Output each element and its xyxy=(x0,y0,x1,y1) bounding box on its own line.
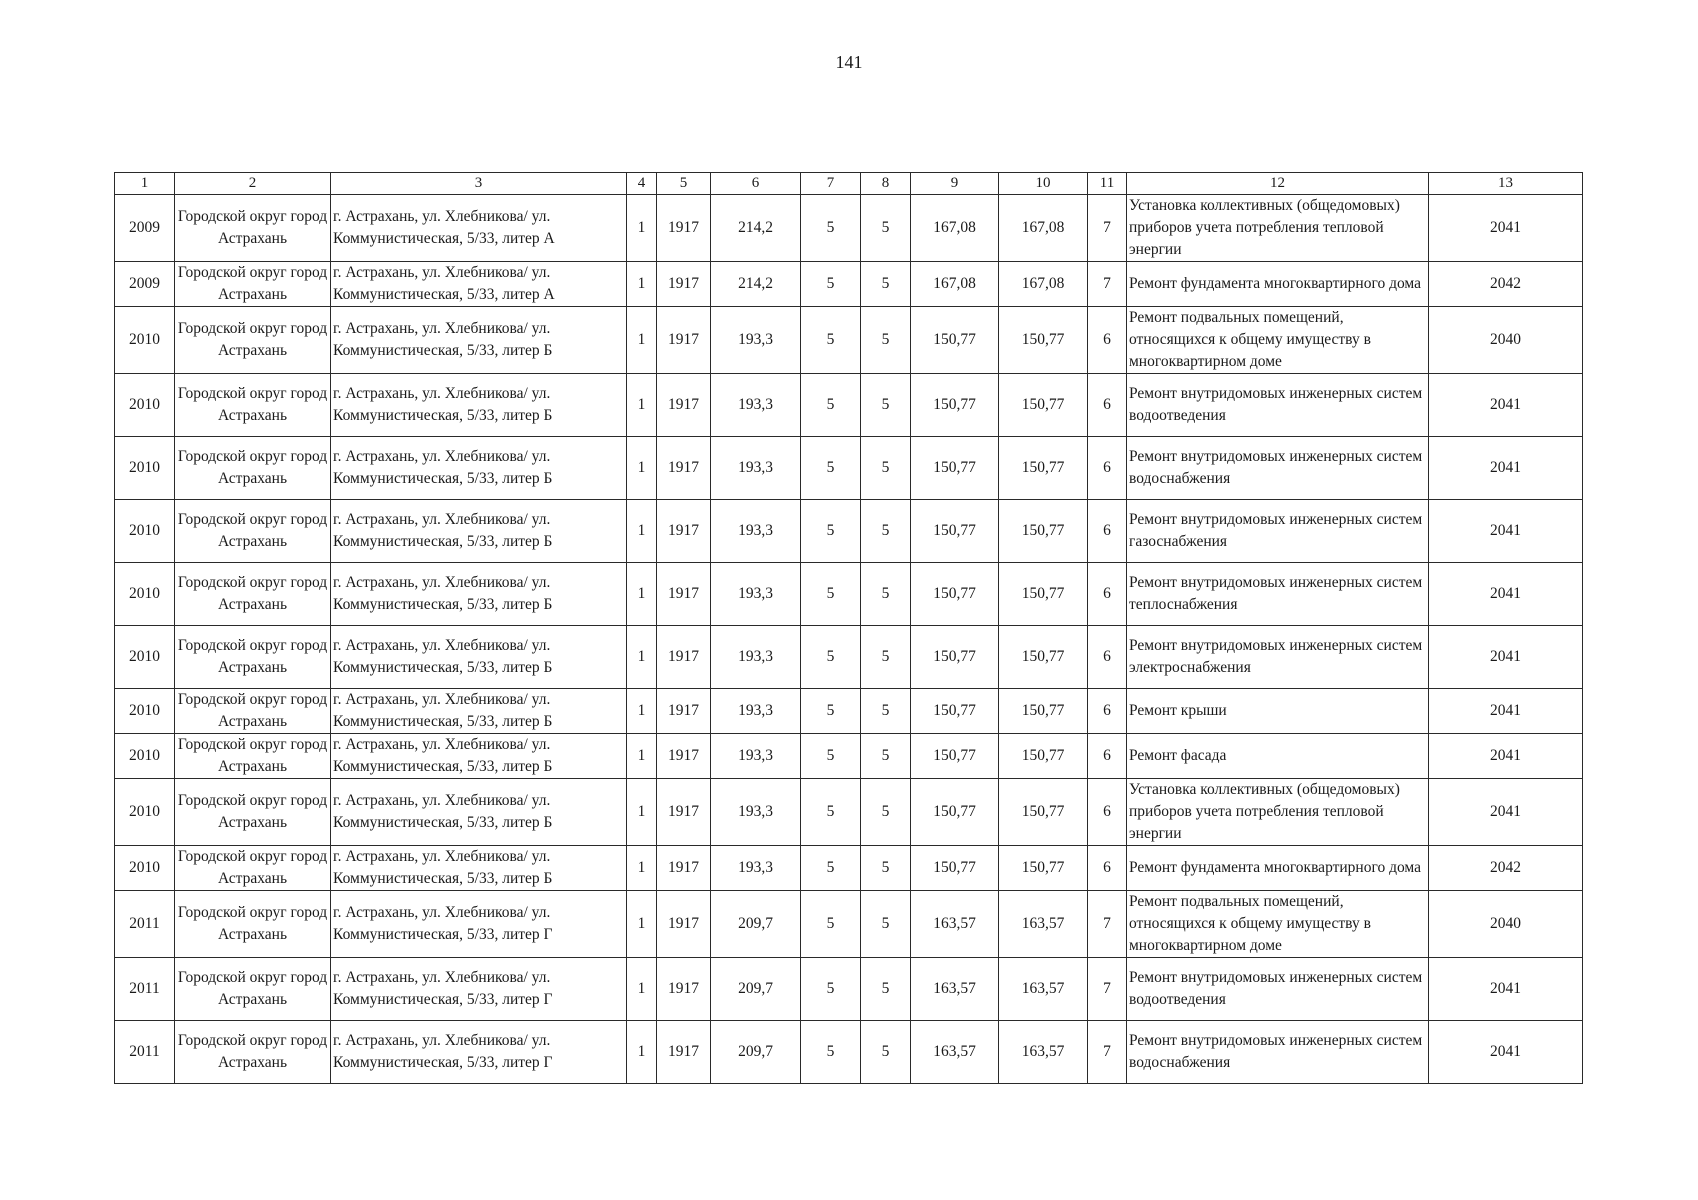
col9-cell: 150,77 xyxy=(911,734,999,779)
col11-cell: 7 xyxy=(1088,958,1127,1021)
area-cell: 209,7 xyxy=(711,1021,801,1084)
col4-cell: 1 xyxy=(627,734,657,779)
address-cell: г. Астрахань, ул. Хлебникова/ ул. Коммунистическая, 5/33, литер Б xyxy=(331,563,627,626)
address-cell: г. Астрахань, ул. Хлебникова/ ул. Коммунистическая, 5/33, литер Б xyxy=(331,374,627,437)
build-year-cell: 1917 xyxy=(657,437,711,500)
build-year-cell: 1917 xyxy=(657,958,711,1021)
work-type-cell: Ремонт фасада xyxy=(1127,734,1429,779)
col10-cell: 163,57 xyxy=(999,958,1088,1021)
col9-cell: 150,77 xyxy=(911,563,999,626)
municipality-cell: Городской округ город Астрахань xyxy=(175,195,331,262)
table-row xyxy=(115,846,1583,891)
municipality-cell: Городской округ город Астрахань xyxy=(175,958,331,1021)
header-col-9: 9 xyxy=(911,173,999,195)
plan-year-cell: 2041 xyxy=(1429,779,1583,846)
col11-cell: 6 xyxy=(1088,779,1127,846)
col10-cell: 167,08 xyxy=(999,195,1088,262)
year-cell: 2010 xyxy=(115,626,175,689)
col11-cell: 7 xyxy=(1088,1021,1127,1084)
work-type-cell: Ремонт внутридомовых инженерных систем водоснабжения xyxy=(1127,437,1429,500)
build-year-cell: 1917 xyxy=(657,734,711,779)
col9-cell: 150,77 xyxy=(911,626,999,689)
col10-cell: 150,77 xyxy=(999,626,1088,689)
header-col-12: 12 xyxy=(1127,173,1429,195)
col8-cell: 5 xyxy=(861,374,911,437)
year-cell: 2011 xyxy=(115,1021,175,1084)
col4-cell: 1 xyxy=(627,846,657,891)
col11-cell: 6 xyxy=(1088,626,1127,689)
col10-cell: 150,77 xyxy=(999,734,1088,779)
col10-cell: 150,77 xyxy=(999,563,1088,626)
address-cell: г. Астрахань, ул. Хлебникова/ ул. Коммунистическая, 5/33, литер Б xyxy=(331,626,627,689)
col11-cell: 6 xyxy=(1088,689,1127,734)
table-row xyxy=(115,437,1583,500)
col9-cell: 150,77 xyxy=(911,437,999,500)
work-type-cell: Ремонт фундамента многоквартирного дома xyxy=(1127,262,1429,307)
col10-cell: 167,08 xyxy=(999,262,1088,307)
plan-year-cell: 2041 xyxy=(1429,195,1583,262)
col9-cell: 150,77 xyxy=(911,307,999,374)
col7-cell: 5 xyxy=(801,958,861,1021)
work-type-cell: Ремонт внутридомовых инженерных систем электроснабжения xyxy=(1127,626,1429,689)
col7-cell: 5 xyxy=(801,500,861,563)
plan-year-cell: 2040 xyxy=(1429,307,1583,374)
col10-cell: 163,57 xyxy=(999,891,1088,958)
area-cell: 193,3 xyxy=(711,779,801,846)
address-cell: г. Астрахань, ул. Хлебникова/ ул. Коммунистическая, 5/33, литер Г xyxy=(331,1021,627,1084)
municipality-cell: Городской округ город Астрахань xyxy=(175,626,331,689)
col10-cell: 150,77 xyxy=(999,846,1088,891)
municipality-cell: Городской округ город Астрахань xyxy=(175,1021,331,1084)
build-year-cell: 1917 xyxy=(657,689,711,734)
col9-cell: 167,08 xyxy=(911,195,999,262)
col9-cell: 167,08 xyxy=(911,262,999,307)
address-cell: г. Астрахань, ул. Хлебникова/ ул. Коммунистическая, 5/33, литер Г xyxy=(331,958,627,1021)
header-col-3: 3 xyxy=(331,173,627,195)
col4-cell: 1 xyxy=(627,374,657,437)
col4-cell: 1 xyxy=(627,262,657,307)
table-row xyxy=(115,500,1583,563)
area-cell: 193,3 xyxy=(711,437,801,500)
work-type-cell: Ремонт внутридомовых инженерных систем водоснабжения xyxy=(1127,1021,1429,1084)
area-cell: 209,7 xyxy=(711,958,801,1021)
year-cell: 2010 xyxy=(115,779,175,846)
table-row xyxy=(115,195,1583,262)
build-year-cell: 1917 xyxy=(657,262,711,307)
col9-cell: 163,57 xyxy=(911,1021,999,1084)
col4-cell: 1 xyxy=(627,500,657,563)
col11-cell: 6 xyxy=(1088,437,1127,500)
col4-cell: 1 xyxy=(627,195,657,262)
col11-cell: 7 xyxy=(1088,262,1127,307)
work-type-cell: Установка коллективных (общедомовых) приборов учета потребления тепловой энергии xyxy=(1127,779,1429,846)
address-cell: г. Астрахань, ул. Хлебникова/ ул. Коммунистическая, 5/33, литер Г xyxy=(331,891,627,958)
col10-cell: 150,77 xyxy=(999,779,1088,846)
page-number: 141 xyxy=(835,52,863,72)
work-type-cell: Установка коллективных (общедомовых) приборов учета потребления тепловой энергии xyxy=(1127,195,1429,262)
municipality-cell: Городской округ город Астрахань xyxy=(175,689,331,734)
header-col-7: 7 xyxy=(801,173,861,195)
table-row xyxy=(115,563,1583,626)
col9-cell: 150,77 xyxy=(911,779,999,846)
address-cell: г. Астрахань, ул. Хлебникова/ ул. Коммунистическая, 5/33, литер Б xyxy=(331,734,627,779)
municipality-cell: Городской округ город Астрахань xyxy=(175,563,331,626)
col7-cell: 5 xyxy=(801,689,861,734)
col8-cell: 5 xyxy=(861,958,911,1021)
work-type-cell: Ремонт крыши xyxy=(1127,689,1429,734)
area-cell: 193,3 xyxy=(711,307,801,374)
municipality-cell: Городской округ город Астрахань xyxy=(175,779,331,846)
header-col-6: 6 xyxy=(711,173,801,195)
col4-cell: 1 xyxy=(627,437,657,500)
col7-cell: 5 xyxy=(801,846,861,891)
area-cell: 193,3 xyxy=(711,734,801,779)
col4-cell: 1 xyxy=(627,626,657,689)
municipality-cell: Городской округ город Астрахань xyxy=(175,734,331,779)
plan-year-cell: 2041 xyxy=(1429,437,1583,500)
header-col-11: 11 xyxy=(1088,173,1127,195)
col8-cell: 5 xyxy=(861,626,911,689)
plan-year-cell: 2041 xyxy=(1429,374,1583,437)
table-row xyxy=(115,734,1583,779)
plan-year-cell: 2041 xyxy=(1429,1021,1583,1084)
plan-year-cell: 2041 xyxy=(1429,626,1583,689)
work-type-cell: Ремонт подвальных помещений, относящихся к общему имуществу в многоквартирном доме xyxy=(1127,307,1429,374)
col4-cell: 1 xyxy=(627,891,657,958)
col11-cell: 6 xyxy=(1088,734,1127,779)
address-cell: г. Астрахань, ул. Хлебникова/ ул. Коммунистическая, 5/33, литер Б xyxy=(331,437,627,500)
work-type-cell: Ремонт внутридомовых инженерных систем водоотведения xyxy=(1127,374,1429,437)
col8-cell: 5 xyxy=(861,689,911,734)
header-col-2: 2 xyxy=(175,173,331,195)
header-col-5: 5 xyxy=(657,173,711,195)
table-row xyxy=(115,779,1583,846)
col9-cell: 163,57 xyxy=(911,891,999,958)
col7-cell: 5 xyxy=(801,262,861,307)
area-cell: 193,3 xyxy=(711,846,801,891)
plan-year-cell: 2041 xyxy=(1429,958,1583,1021)
address-cell: г. Астрахань, ул. Хлебникова/ ул. Коммунистическая, 5/33, литер Б xyxy=(331,779,627,846)
table-body xyxy=(115,195,1583,1084)
plan-year-cell: 2041 xyxy=(1429,563,1583,626)
col8-cell: 5 xyxy=(861,437,911,500)
col9-cell: 150,77 xyxy=(911,846,999,891)
year-cell: 2010 xyxy=(115,734,175,779)
municipality-cell: Городской округ город Астрахань xyxy=(175,374,331,437)
plan-year-cell: 2041 xyxy=(1429,734,1583,779)
col7-cell: 5 xyxy=(801,307,861,374)
col7-cell: 5 xyxy=(801,1021,861,1084)
municipality-cell: Городской округ город Астрахань xyxy=(175,307,331,374)
col7-cell: 5 xyxy=(801,891,861,958)
col8-cell: 5 xyxy=(861,779,911,846)
col8-cell: 5 xyxy=(861,262,911,307)
capital-repair-table xyxy=(114,172,1583,1084)
col4-cell: 1 xyxy=(627,958,657,1021)
col9-cell: 150,77 xyxy=(911,374,999,437)
area-cell: 209,7 xyxy=(711,891,801,958)
municipality-cell: Городской округ город Астрахань xyxy=(175,437,331,500)
year-cell: 2010 xyxy=(115,689,175,734)
work-type-cell: Ремонт внутридомовых инженерных систем газоснабжения xyxy=(1127,500,1429,563)
area-cell: 214,2 xyxy=(711,195,801,262)
col8-cell: 5 xyxy=(861,195,911,262)
municipality-cell: Городской округ город Астрахань xyxy=(175,500,331,563)
header-col-4: 4 xyxy=(627,173,657,195)
col10-cell: 150,77 xyxy=(999,500,1088,563)
col8-cell: 5 xyxy=(861,500,911,563)
col10-cell: 150,77 xyxy=(999,374,1088,437)
table-header xyxy=(115,173,1583,195)
build-year-cell: 1917 xyxy=(657,626,711,689)
year-cell: 2011 xyxy=(115,958,175,1021)
plan-year-cell: 2041 xyxy=(1429,689,1583,734)
plan-year-cell: 2041 xyxy=(1429,500,1583,563)
col7-cell: 5 xyxy=(801,734,861,779)
area-cell: 193,3 xyxy=(711,563,801,626)
build-year-cell: 1917 xyxy=(657,195,711,262)
col11-cell: 6 xyxy=(1088,374,1127,437)
col7-cell: 5 xyxy=(801,437,861,500)
table-row xyxy=(115,374,1583,437)
col8-cell: 5 xyxy=(861,891,911,958)
header-col-1: 1 xyxy=(115,173,175,195)
col11-cell: 7 xyxy=(1088,891,1127,958)
year-cell: 2011 xyxy=(115,891,175,958)
col9-cell: 163,57 xyxy=(911,958,999,1021)
municipality-cell: Городской округ город Астрахань xyxy=(175,262,331,307)
year-cell: 2009 xyxy=(115,262,175,307)
col10-cell: 163,57 xyxy=(999,1021,1088,1084)
col11-cell: 6 xyxy=(1088,563,1127,626)
build-year-cell: 1917 xyxy=(657,563,711,626)
col7-cell: 5 xyxy=(801,779,861,846)
area-cell: 193,3 xyxy=(711,689,801,734)
table-row xyxy=(115,626,1583,689)
area-cell: 193,3 xyxy=(711,500,801,563)
year-cell: 2010 xyxy=(115,437,175,500)
col11-cell: 6 xyxy=(1088,846,1127,891)
col11-cell: 6 xyxy=(1088,500,1127,563)
municipality-cell: Городской округ город Астрахань xyxy=(175,891,331,958)
work-type-cell: Ремонт внутридомовых инженерных систем теплоснабжения xyxy=(1127,563,1429,626)
address-cell: г. Астрахань, ул. Хлебникова/ ул. Коммунистическая, 5/33, литер А xyxy=(331,262,627,307)
address-cell: г. Астрахань, ул. Хлебникова/ ул. Коммунистическая, 5/33, литер Б xyxy=(331,689,627,734)
table-row xyxy=(115,262,1583,307)
address-cell: г. Астрахань, ул. Хлебникова/ ул. Коммунистическая, 5/33, литер Б xyxy=(331,500,627,563)
col9-cell: 150,77 xyxy=(911,689,999,734)
build-year-cell: 1917 xyxy=(657,846,711,891)
table-row xyxy=(115,689,1583,734)
plan-year-cell: 2040 xyxy=(1429,891,1583,958)
year-cell: 2010 xyxy=(115,374,175,437)
year-cell: 2010 xyxy=(115,307,175,374)
area-cell: 193,3 xyxy=(711,626,801,689)
col4-cell: 1 xyxy=(627,307,657,374)
year-cell: 2010 xyxy=(115,500,175,563)
col4-cell: 1 xyxy=(627,563,657,626)
build-year-cell: 1917 xyxy=(657,1021,711,1084)
col8-cell: 5 xyxy=(861,563,911,626)
header-row xyxy=(115,173,1583,195)
col8-cell: 5 xyxy=(861,307,911,374)
col10-cell: 150,77 xyxy=(999,307,1088,374)
col7-cell: 5 xyxy=(801,195,861,262)
col4-cell: 1 xyxy=(627,689,657,734)
year-cell: 2009 xyxy=(115,195,175,262)
header-col-13: 13 xyxy=(1429,173,1583,195)
plan-year-cell: 2042 xyxy=(1429,846,1583,891)
col7-cell: 5 xyxy=(801,374,861,437)
table-row xyxy=(115,891,1583,958)
col8-cell: 5 xyxy=(861,1021,911,1084)
col7-cell: 5 xyxy=(801,626,861,689)
area-cell: 193,3 xyxy=(711,374,801,437)
table-row xyxy=(115,1021,1583,1084)
build-year-cell: 1917 xyxy=(657,779,711,846)
build-year-cell: 1917 xyxy=(657,374,711,437)
build-year-cell: 1917 xyxy=(657,307,711,374)
col9-cell: 150,77 xyxy=(911,500,999,563)
work-type-cell: Ремонт фундамента многоквартирного дома xyxy=(1127,846,1429,891)
work-type-cell: Ремонт подвальных помещений, относящихся к общему имуществу в многоквартирном доме xyxy=(1127,891,1429,958)
col8-cell: 5 xyxy=(861,734,911,779)
col11-cell: 7 xyxy=(1088,195,1127,262)
year-cell: 2010 xyxy=(115,846,175,891)
year-cell: 2010 xyxy=(115,563,175,626)
table-row xyxy=(115,958,1583,1021)
col10-cell: 150,77 xyxy=(999,689,1088,734)
header-col-10: 10 xyxy=(999,173,1088,195)
address-cell: г. Астрахань, ул. Хлебникова/ ул. Коммунистическая, 5/33, литер Б xyxy=(331,846,627,891)
build-year-cell: 1917 xyxy=(657,500,711,563)
address-cell: г. Астрахань, ул. Хлебникова/ ул. Коммунистическая, 5/33, литер Б xyxy=(331,307,627,374)
table-row xyxy=(115,307,1583,374)
work-type-cell: Ремонт внутридомовых инженерных систем водоотведения xyxy=(1127,958,1429,1021)
col4-cell: 1 xyxy=(627,1021,657,1084)
address-cell: г. Астрахань, ул. Хлебникова/ ул. Коммунистическая, 5/33, литер А xyxy=(331,195,627,262)
col4-cell: 1 xyxy=(627,779,657,846)
municipality-cell: Городской округ город Астрахань xyxy=(175,846,331,891)
col10-cell: 150,77 xyxy=(999,437,1088,500)
header-col-8: 8 xyxy=(861,173,911,195)
area-cell: 214,2 xyxy=(711,262,801,307)
col8-cell: 5 xyxy=(861,846,911,891)
plan-year-cell: 2042 xyxy=(1429,262,1583,307)
col11-cell: 6 xyxy=(1088,307,1127,374)
col7-cell: 5 xyxy=(801,563,861,626)
build-year-cell: 1917 xyxy=(657,891,711,958)
